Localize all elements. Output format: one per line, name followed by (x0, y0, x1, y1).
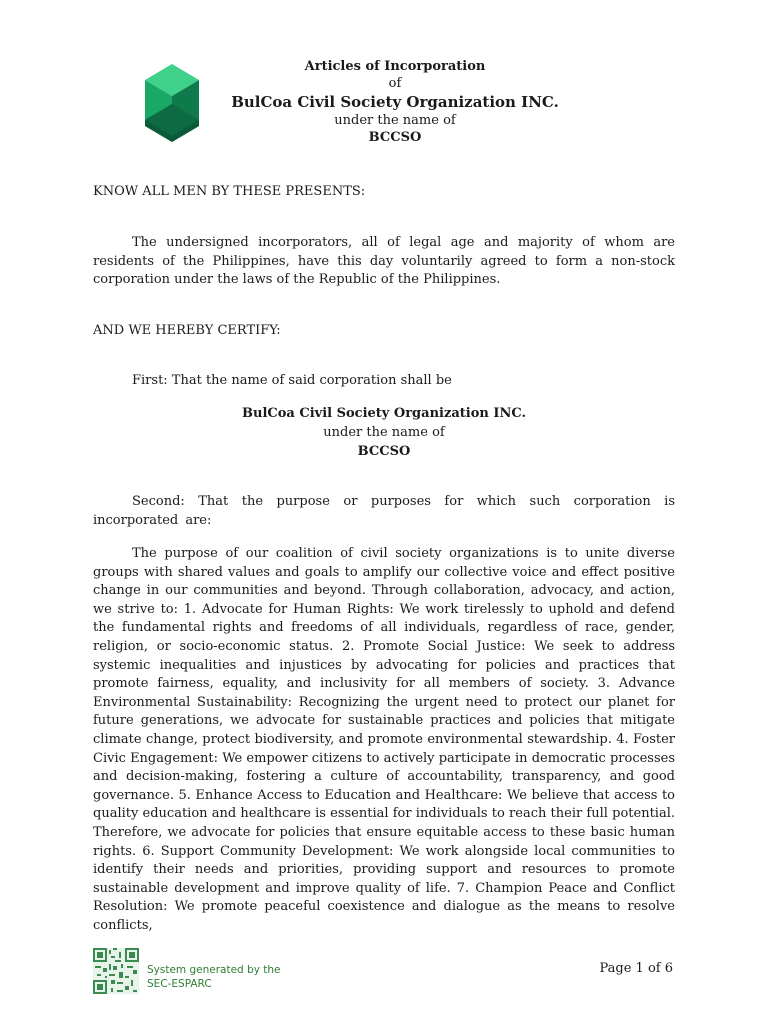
system-generated-note (147, 963, 281, 991)
corporation-acronym: BCCSO (357, 444, 411, 459)
document-title: Articles of Incorporation (304, 59, 486, 74)
corporation-under-name: under the name of (323, 425, 445, 440)
purpose-paragraph: The purpose of our coalition of civil society organizations is to unite diverse groups with shared values and goals to amplify our collective voice and effect positive change in our communities and beyond. Through collaboration, advocacy, and action, we strive to: 1. Advocate for Human Rights: We work tirelessly to uphold and defend the fundamental rights and freedoms of all individuals, regardless of race, gender, religion, or socio-economic status. 2. Promote Social Justice: We seek to address systemic inequalities and injustices by advocating for policies and practices that promote fairness, equality, and inclusivity for all members of society. 3. Advance Environmental Sustainability: Recognizing the urgent need to protect our planet for future generations, we advocate for sustainable practices and policies that mitigate climate change, protect biodiversity, and promote environmental stewardship. 4. Foster Civic Engagement: We empower citizens to actively participate in democratic processes and decision-making, fostering a culture of accountability, transparency, and good governance. 5. Enhance Access to Education and Healthcare: We believe that access to quality education and healthcare is essential for individuals to reach their full potential. Therefore, we advocate for policies that ensure equitable access to these basic human rights. 6. Support Community Development: We work alongside local communities to identify their needs and priorities, providing support and resources to promote sustainable development and improve quality of life. 7. Champion Peace and Conflict Resolution: We promote peaceful coexistence and dialogue as the means to resolve conflicts, (93, 546, 675, 933)
sec-esparc-label: SEC-ESPARC (147, 978, 212, 990)
intro-paragraph: The undersigned incorporators, all of legal age and majority of whom are residents of the Philippines, have this day voluntarily agreed to form a non-stock corporation under the laws of the Republic of the Philippines. (93, 235, 675, 288)
title-of: of (388, 76, 402, 91)
salutation: KNOW ALL MEN BY THESE PRESENTS: (93, 184, 366, 199)
document-title-block (150, 58, 640, 146)
system-generated-label: System generated by the (147, 964, 281, 976)
corporation-name: BulCoa Civil Society Organization INC. (242, 406, 526, 421)
certify-heading: AND WE HEREBY CERTIFY: (93, 323, 281, 338)
page-number: Page 1 of 6 (599, 961, 673, 976)
first-article: First: That the name of said corporation shall be (132, 373, 452, 388)
title-under-name: under the name of (334, 113, 456, 128)
second-article: Second: That the purpose or purposes for which such corporation is incorporated are: (93, 494, 675, 528)
organization-acronym: BCCSO (368, 130, 422, 145)
qr-code-icon (93, 948, 139, 994)
organization-name: BulCoa Civil Society Organization INC. (231, 93, 559, 111)
